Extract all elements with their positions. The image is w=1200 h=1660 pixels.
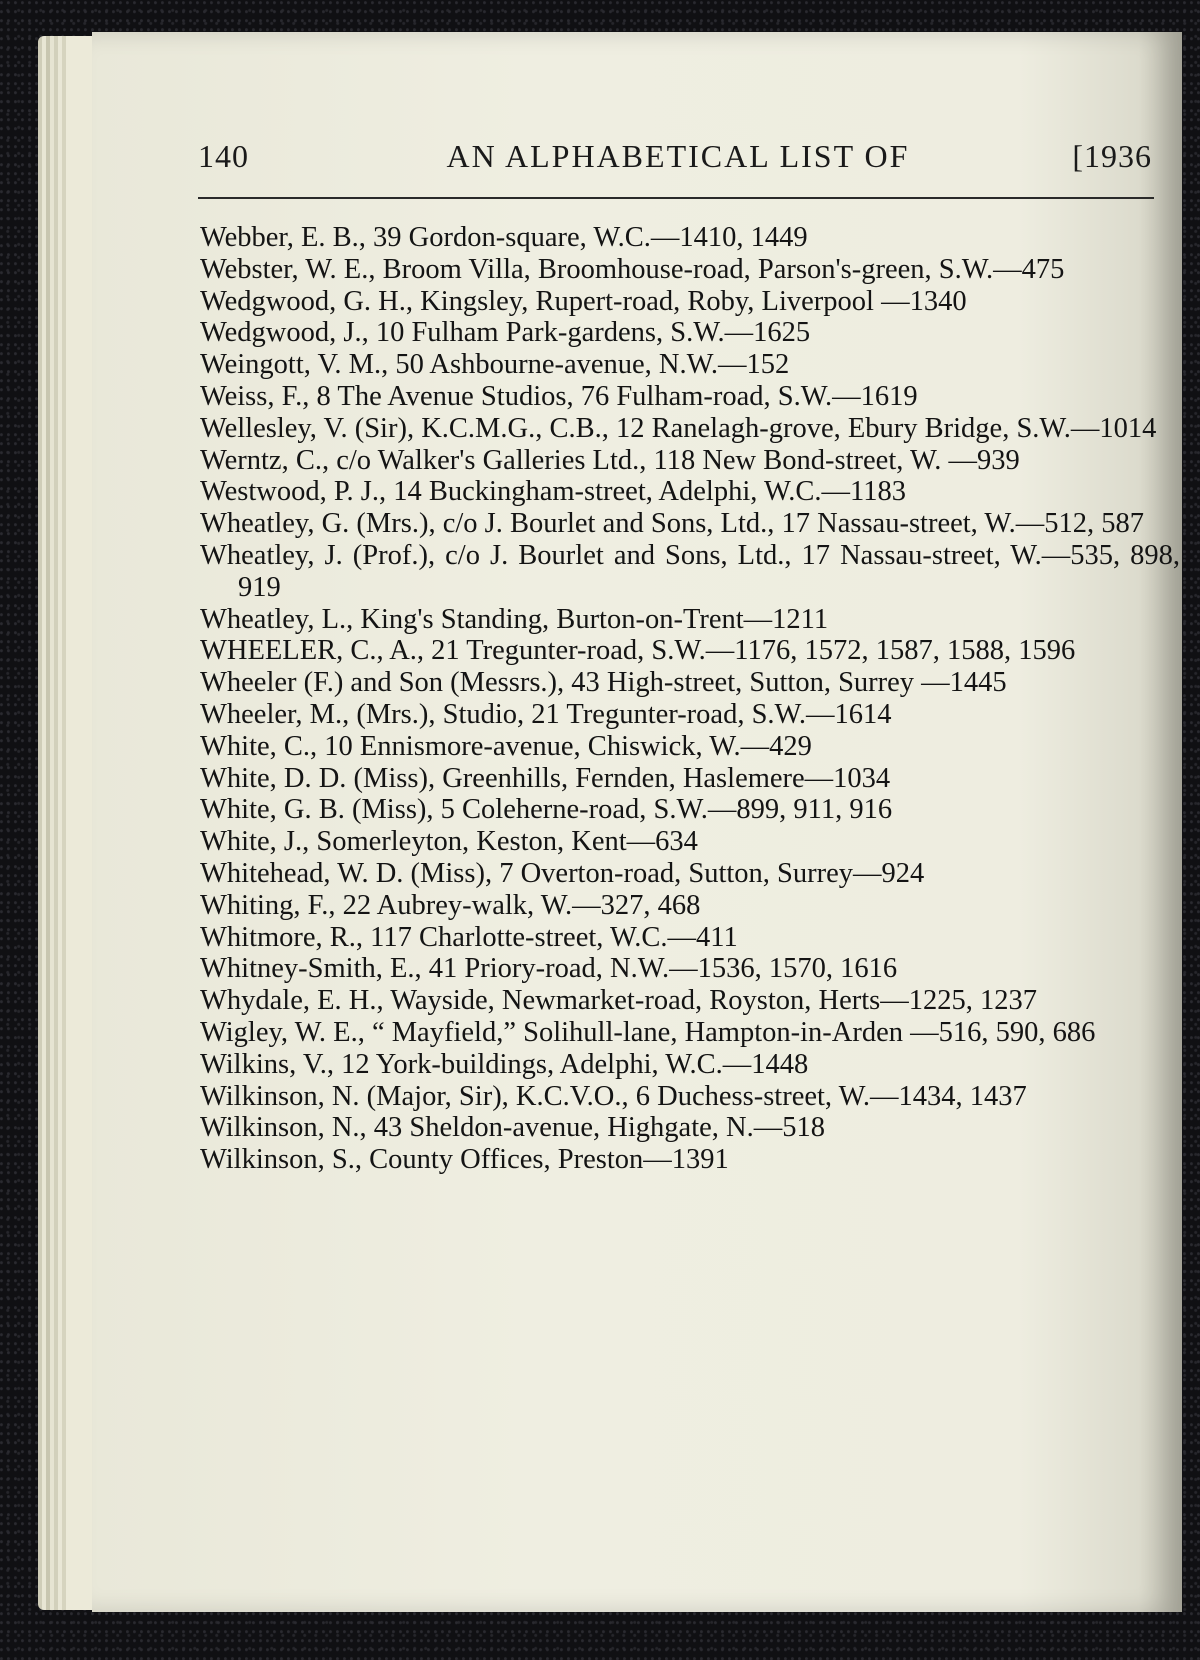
list-entry: Webster, W. E., Broom Villa, Broomhouse-road, Parson's-green, S.W.—475 — [200, 253, 1065, 285]
list-entry: Wedgwood, J., 10 Fulham Park-gardens, S.W.—1625 — [200, 317, 811, 349]
list-entry: Westwood, P. J., 14 Buckingham-street, Adelphi, W.C.—1183 — [200, 476, 906, 508]
list-entry: Wheeler, M., (Mrs.), Studio, 21 Tregunter-road, S.W.—1614 — [200, 698, 892, 730]
running-title: AN ALPHABETICAL LIST OF — [446, 138, 910, 174]
list-entry: Wheatley, J. (Prof.), c/o J. Bourlet and Sons, Ltd., 17 Nassau-street, W.—535, 898, 919 — [200, 539, 1180, 603]
entry-list — [200, 222, 1180, 1176]
list-entry: Whitehead, W. D. (Miss), 7 Overton-road, Sutton, Surrey—924 — [200, 857, 925, 889]
list-entry: Webber, E. B., 39 Gordon-square, W.C.—1410, 1449 — [200, 222, 808, 253]
list-entry: Wheatley, L., King's Standing, Burton-on-Trent—1211 — [200, 603, 829, 635]
list-entry: Wheatley, G. (Mrs.), c/o J. Bourlet and Sons, Ltd., 17 Nassau-street, W.—512, 587 — [200, 508, 1145, 540]
list-entry: White, D. D. (Miss), Greenhills, Fernden, Haslemere—1034 — [200, 762, 891, 794]
year: [1936 — [1072, 138, 1152, 174]
list-entry: WHEELER, C., A., 21 Tregunter-road, S.W.—1176, 1572, 1587, 1588, 1596 — [200, 635, 1076, 667]
list-entry: White, C., 10 Ennismore-avenue, Chiswick, W.—429 — [200, 730, 812, 762]
list-entry: Weiss, F., 8 The Avenue Studios, 76 Fulham-road, S.W.—1619 — [200, 380, 918, 412]
page-number: 140 — [198, 138, 249, 174]
header-rule — [198, 197, 1154, 199]
list-entry: White, J., Somerleyton, Keston, Kent—634 — [200, 826, 698, 858]
list-entry: Werntz, C., c/o Walker's Galleries Ltd., 118 New Bond-street, W. —939 — [200, 444, 1020, 476]
running-header — [198, 132, 1152, 182]
list-entry: Wellesley, V. (Sir), K.C.M.G., C.B., 12 Ranelagh-grove, Ebury Bridge, S.W.—1014 — [200, 412, 1157, 444]
list-entry: Wheeler (F.) and Son (Messrs.), 43 High-street, Sutton, Surrey —1445 — [200, 667, 1007, 699]
list-entry: Whitmore, R., 117 Charlotte-street, W.C.—411 — [200, 921, 738, 953]
list-entry: Wilkinson, N. (Major, Sir), K.C.V.O., 6 Duchess-street, W.—1434, 1437 — [200, 1080, 1027, 1112]
list-entry: White, G. B. (Miss), 5 Coleherne-road, S.W.—899, 911, 916 — [200, 794, 893, 826]
list-entry: Wigley, W. E., “ Mayfield,” Solihull-lane, Hampton-in-Arden —516, 590, 686 — [200, 1016, 1096, 1048]
list-entry: Whitney-Smith, E., 41 Priory-road, N.W.—1536, 1570, 1616 — [200, 953, 898, 985]
list-entry: Wedgwood, G. H., Kingsley, Rupert-road, Roby, Liverpool —1340 — [200, 285, 967, 317]
list-entry: Whiting, F., 22 Aubrey-walk, W.—327, 468 — [200, 889, 701, 921]
list-entry: Whydale, E. H., Wayside, Newmarket-road, Royston, Herts—1225, 1237 — [200, 985, 1037, 1017]
list-entry: Weingott, V. M., 50 Ashbourne-avenue, N.W.—152 — [200, 349, 790, 381]
list-entry: Wilkins, V., 12 York-buildings, Adelphi, W.C.—1448 — [200, 1048, 809, 1080]
list-entry: Wilkinson, N., 43 Sheldon-avenue, Highgate, N.—518 — [200, 1112, 825, 1144]
list-entry: Wilkinson, S., County Offices, Preston—1391 — [200, 1144, 729, 1176]
